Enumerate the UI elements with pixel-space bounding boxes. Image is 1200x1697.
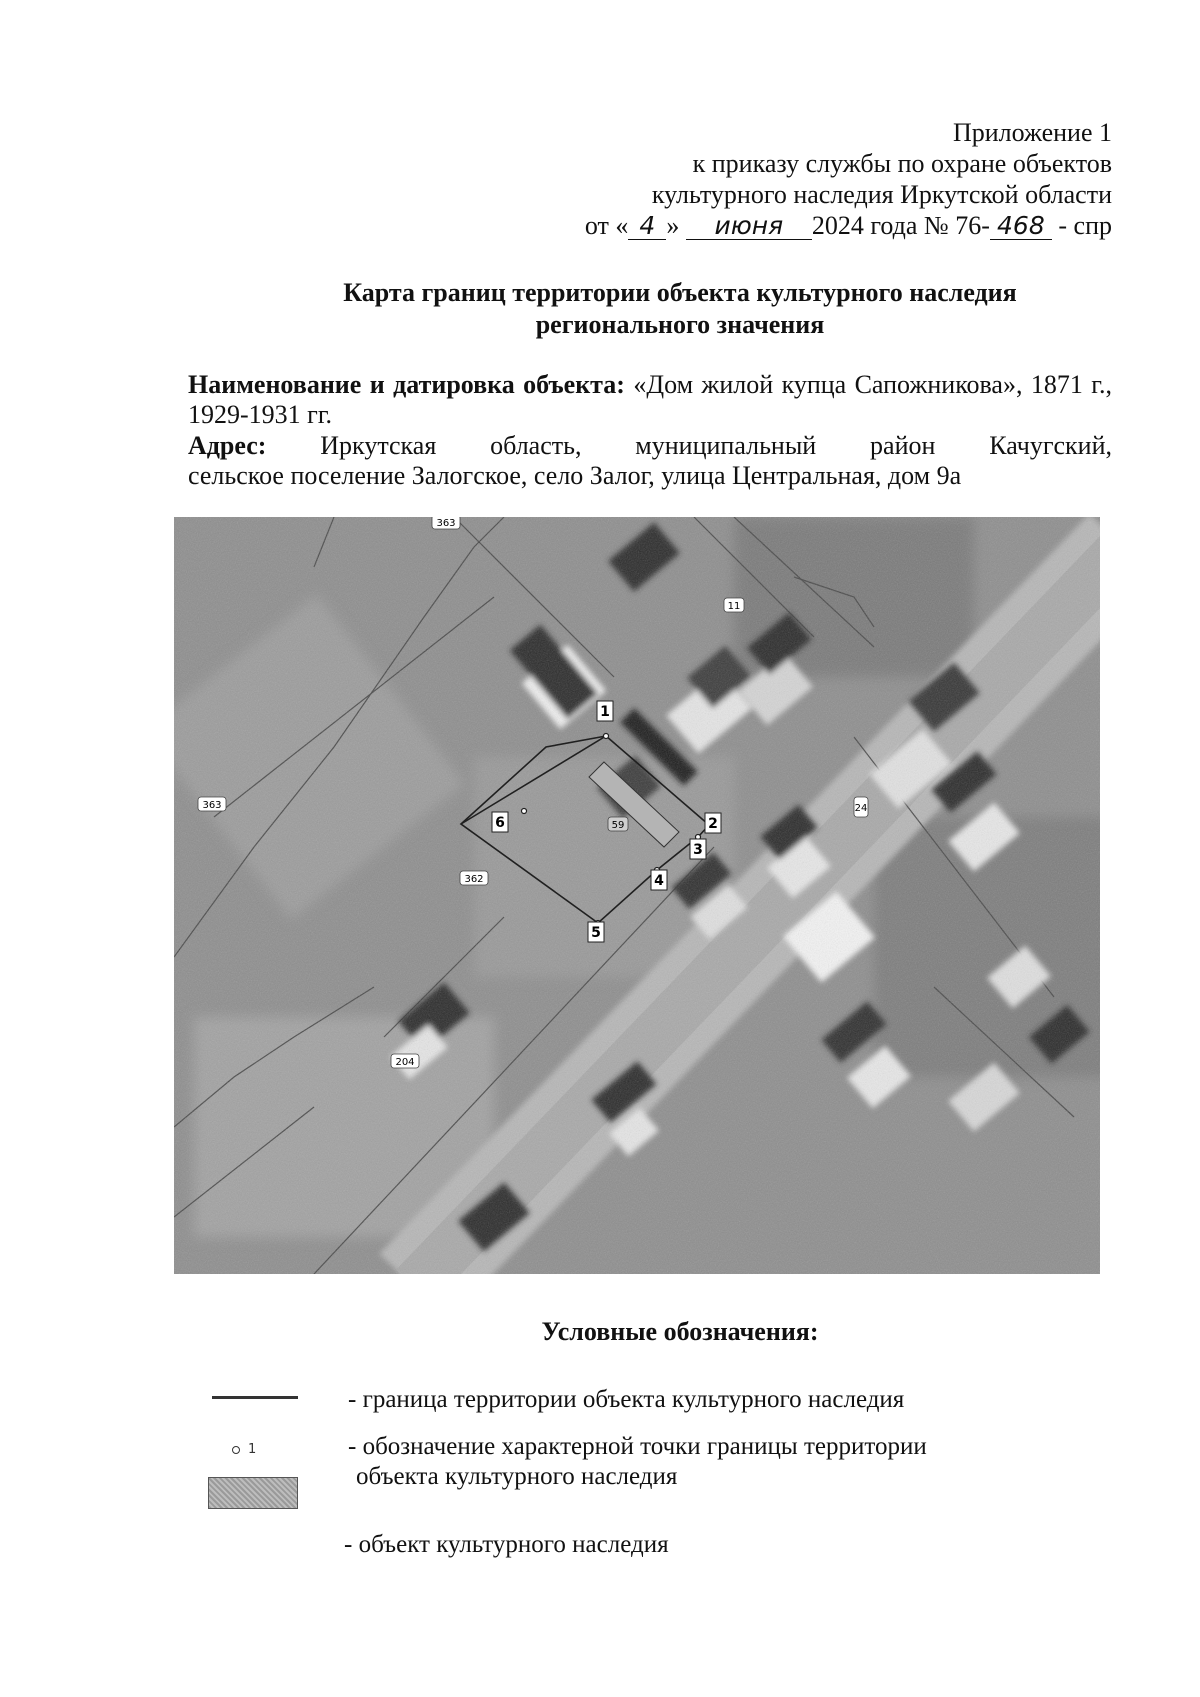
address-word: Качугский, <box>989 431 1112 460</box>
legend-point-line-2: объекта культурного наследия <box>356 1463 678 1490</box>
legend-point <box>348 1432 927 1492</box>
order-date-line <box>585 210 1112 241</box>
point-symbol <box>232 1442 256 1457</box>
point-dot-icon <box>232 1446 240 1454</box>
address-word: муниципальный <box>635 431 817 460</box>
point-label <box>597 701 613 721</box>
handwritten-order-number: 468 <box>990 213 1052 240</box>
document-title <box>300 277 1060 341</box>
svg-text:204: 204 <box>395 1057 415 1068</box>
parcel-label <box>854 797 868 817</box>
point-label <box>492 812 508 832</box>
address-row-1 <box>188 431 1112 461</box>
date-close: » <box>666 211 680 240</box>
heritage-fill-symbol <box>208 1477 298 1509</box>
object-name <box>188 370 1112 430</box>
address-word: область, <box>490 431 582 460</box>
appendix-title: Приложение 1 <box>952 118 1112 147</box>
point-label <box>705 813 721 833</box>
point-label <box>651 870 667 890</box>
parcel-label <box>432 517 460 529</box>
object-value: «Дом жилой купца Сапожникова», 1871 г., 1929-1931 гг. <box>188 370 1112 429</box>
legend-boundary: - граница территории объекта культурного наследия <box>348 1386 905 1413</box>
point-label <box>588 922 604 942</box>
order-line-1: к приказу службы по охране объектов <box>692 149 1112 178</box>
date-year: 2024 года № 76- <box>811 211 990 240</box>
address-row-2: сельское поселение Залогское, село Залог, улица Центральная, дом 9а <box>188 461 962 490</box>
boundary-point <box>522 809 527 814</box>
parcel-label <box>608 817 628 831</box>
svg-text:363: 363 <box>436 518 456 529</box>
map-grain <box>174 517 1100 1274</box>
boundary-line-symbol <box>212 1396 298 1399</box>
appendix-header <box>585 117 1112 241</box>
address-label: Адрес: <box>188 431 267 460</box>
title-line-1: Карта границ территории объекта культурного наследия <box>343 278 1017 307</box>
order-suffix: - спр <box>1058 211 1112 240</box>
address-word: район <box>870 431 936 460</box>
handwritten-day: 4 <box>628 213 666 240</box>
svg-text:5: 5 <box>591 925 601 941</box>
title-line-2: регионального значения <box>535 310 825 339</box>
parcel-label <box>460 871 488 885</box>
svg-text:2: 2 <box>708 816 718 832</box>
svg-text:6: 6 <box>495 815 505 831</box>
parcel-label <box>391 1054 419 1068</box>
object-label: Наименование и датировка объекта: <box>188 370 625 399</box>
date-prefix: от « <box>584 211 629 240</box>
order-line-2: культурного наследия Иркутской области <box>651 180 1112 209</box>
handwritten-month: июня <box>686 213 812 240</box>
svg-text:11: 11 <box>727 601 741 612</box>
svg-text:4: 4 <box>654 873 664 889</box>
legend-title: Условные обозначения: <box>541 1317 819 1346</box>
address-word: Иркутская <box>320 431 437 460</box>
parcel-label <box>724 598 744 612</box>
svg-text:24: 24 <box>854 803 868 814</box>
parcel-label <box>198 797 226 811</box>
svg-text:3: 3 <box>693 842 703 858</box>
svg-text:362: 362 <box>464 874 484 885</box>
satellite-map <box>174 517 1100 1274</box>
map-svg <box>174 517 1100 1274</box>
legend-point-line-1: - обозначение характерной точки границы территории <box>348 1433 927 1460</box>
object-address <box>188 431 1112 491</box>
point-label <box>690 839 706 859</box>
legend-heritage: - объект культурного наследия <box>344 1531 669 1558</box>
boundary-point <box>604 734 609 739</box>
svg-text:363: 363 <box>202 800 222 811</box>
svg-text:59: 59 <box>611 820 625 831</box>
point-symbol-number: 1 <box>248 1442 257 1457</box>
svg-text:1: 1 <box>600 704 610 720</box>
